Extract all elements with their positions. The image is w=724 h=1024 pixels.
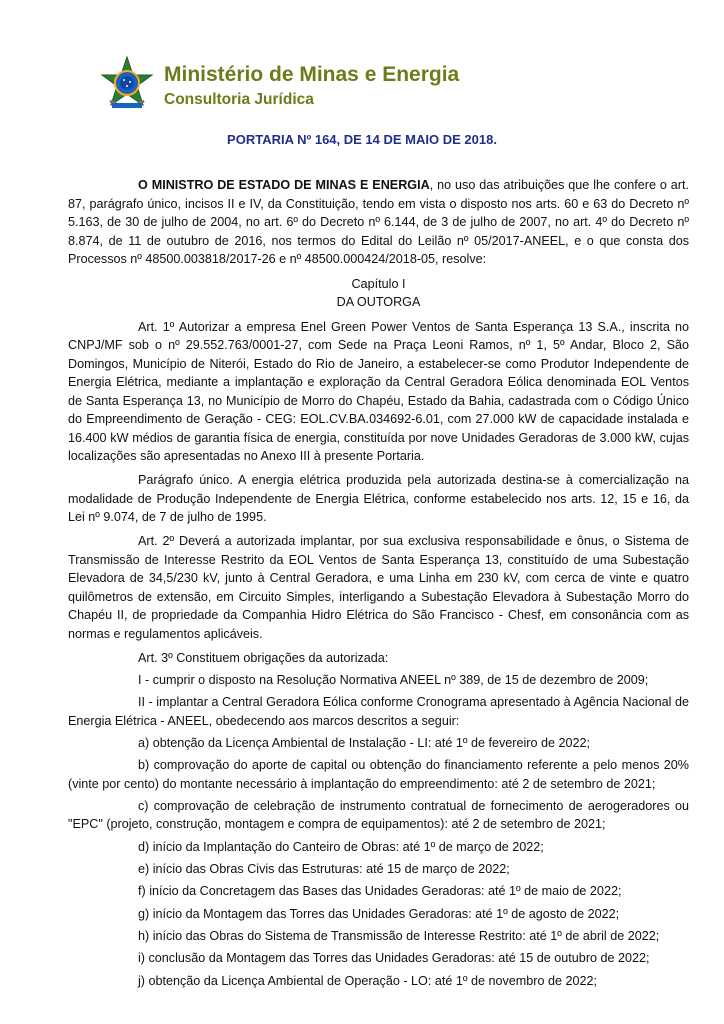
sole-paragraph: Parágrafo único. A energia elétrica produzida pela autorizada destina-se à comercialização na modalidade de Produção Independente de Energia Elétrica, conforme estabelecido nos arts. 12, 15 e 16, da Lei nº 9.074, de 7 de julho de 1995. [68,473,689,524]
preamble-text: , no uso das atribuições que lhe confere o art. 87, parágrafo único, incisos II e IV, da Constituição, tendo em vista o disposto nos arts. 60 e 63 do Decreto nº 5.163, de 30 de julho de 2004, no art. 6º do Decreto nº 6.144, de 3 de julho de 2007, no art. 4º do Decreto nº 8.874, de 11 de outubro de 2016, nos termos do Edital do Leilão nº 05/2017-ANEEL, e o que consta dos Processos nº 48500.003818/2017-26 e nº 48500.000424/2018-05, resolve: [68,178,689,266]
article-1: Art. 1º Autorizar a empresa Enel Green Power Ventos de Santa Esperança 13 S.A., inscrita no CNPJ/MF sob o nº 29.552.763/0001-27, com Sede na Praça Leoni Ramos, nº 1, 5º Andar, Bloco 2, São Domingos, Município de Niterói, Estado do Rio de Janeiro, a estabelecer-se como Produtor Independente de Energia Elétrica, mediante a implantação e exploração da Central Geradora Eólica denominada EOL Ventos de Santa Esperança 13, no Município de Morro do Chapéu, Estado da Bahia, cadastrada com o Código Único do Empreendimento de Geração - CEG: EOL.CV.BA.034692-6.01, com 27.000 kW de capacidade instalada e 16.400 kW médios de garantia física de energia, constituída por nove Unidades Geradoras de 3.000 kW, cujas localizações são apresentadas no Anexo III à presente Portaria. [68,319,689,463]
item-ii: II - implantar a Central Geradora Eólica conforme Cronograma apresentado à Agência Nacional de Energia Elétrica - ANEEL, obedecendo aos marcos descritos a seguir: [68,695,689,728]
item-j: j) obtenção da Licença Ambiental de Operação - LO: até 1º de novembro de 2022; [138,973,597,988]
item-e: e) início das Obras Civis das Estruturas: até 15 de março de 2022; [138,862,510,877]
chapter-number: Capítulo I [351,276,406,291]
brazil-coat-of-arms-icon [98,55,156,113]
item-b: b) comprovação do aporte de capital ou obtenção do financiamento referente a pelo menos 20% (vinte por cento) do montante necessário à implantação do empreendimento: até 2 de setembro de 2021; [68,758,689,791]
item-d: d) início da Implantação do Canteiro de Obras: até 1º de março de 2022; [138,839,544,854]
article-2: Art. 2º Deverá a autorizada implantar, por sua exclusiva responsabilidade e ônus, o Sistema de Transmissão de Interesse Restrito da EOL Ventos de Santa Esperança 13, constituído de uma Subestação Elevadora de 34,5/230 kV, junto à Central Geradora, e uma Linha em 230 kV, com cerca de vinte e quatro quilômetros de extensão, em Circuito Simples, interligando a Subestação Elevadora à Subestação Morro do Chapéu II, de propriedade da Companhia Hidro Elétrica do São Francisco - Chesf, em consonância com as normas e regulamentos aplicáveis. [68,534,689,641]
document-body [68,176,689,994]
preamble [68,176,689,269]
item-a: a) obtenção da Licença Ambiental de Instalação - LI: até 1º de fevereiro de 2022; [138,735,590,750]
item-g: g) início da Montagem das Torres das Unidades Geradoras: até 1º de agosto de 2022; [138,906,620,921]
item-i-lower: i) conclusão da Montagem das Torres das Unidades Geradoras: até 15 de outubro de 2022; [138,951,650,966]
item-f: f) início da Concretagem das Bases das Unidades Geradoras: até 1º de maio de 2022; [138,884,622,899]
ministry-subtitle: Consultoria Jurídica [164,91,314,108]
chapter-name: DA OUTORGA [336,295,421,309]
article-3: Art. 3º Constituem obrigações da autorizada: [138,650,389,665]
page-header [98,55,658,125]
item-i: I - cumprir o disposto na Resolução Normativa ANEEL nº 389, de 15 de dezembro de 2009; [138,672,649,687]
item-h: h) início das Obras do Sistema de Transmissão de Interesse Restrito: até 1º de abril de 2022; [138,928,660,943]
preamble-bold-lead: O MINISTRO DE ESTADO DE MINAS E ENERGIA [138,178,430,192]
item-c: c) comprovação de celebração de instrumento contratual de fornecimento de aerogeradores ou "EPC" (projeto, construção, montagem e compra de equipamentos): até 2 de setembro de 2021; [68,798,689,832]
ordinance-title: PORTARIA Nº 164, DE 14 DE MAIO DE 2018. [227,132,497,147]
ministry-title: Ministério de Minas e Energia [164,63,460,86]
chapter-heading [68,275,689,312]
